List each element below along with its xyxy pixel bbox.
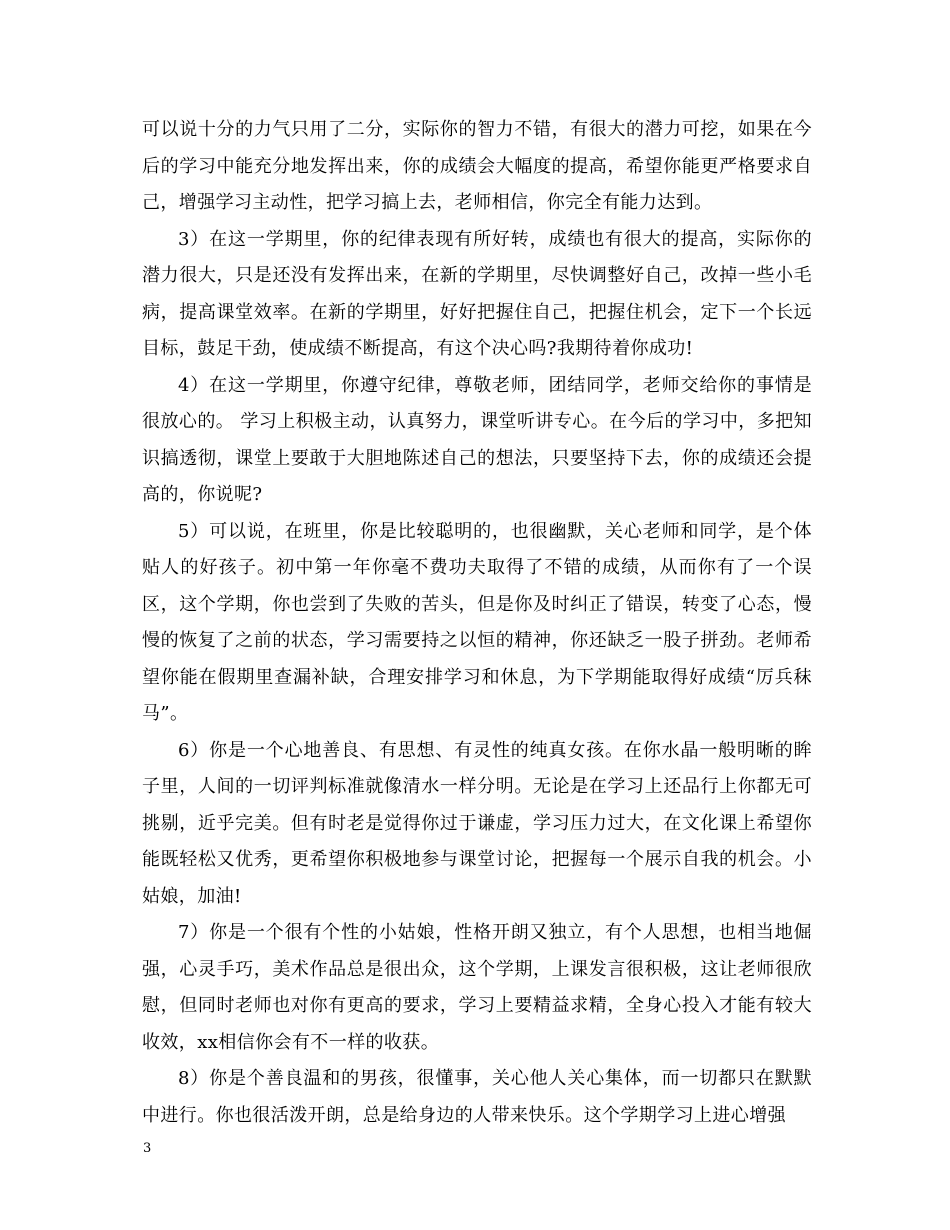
paragraph-8: 8）你是个善良温和的男孩，很懂事，关心他人关心集体，而一切都只在默默中进行。你也很活泼开朗，总是给身边的人带来快乐。这个学期学习上进心增强	[142, 1068, 812, 1126]
paragraph-4: 4）在这一学期里，你遵守纪律，尊敬老师，团结同学，老师交给你的事情是很放心的。 学习上积极主动，认真努力，课堂听讲专心。在今后的学习中，多把知识搞透彻，课堂上要敢于大胆地陈述自己的想法，只要坚持下去，你的成绩还会提高的，你说呢?	[142, 374, 812, 505]
paragraph-7: 7）你是一个很有个性的小姑娘，性格开朗又独立，有个人思想，也相当地倔强，心灵手巧，美术作品总是很出众，这个学期，上课发言很积极，这让老师很欣慰，但同时老师也对你有更高的要求，学习上要精益求精，全身心投入才能有较大收效，xx相信你会有不一样的收获。	[142, 922, 812, 1053]
paragraph-5: 5）可以说，在班里，你是比较聪明的，也很幽默，关心老师和同学，是个体贴人的好孩子。初中第一年你毫不费功夫取得了不错的成绩，从而你有了一个误区，这个学期，你也尝到了失败的苦头，但是你及时纠正了错误，转变了心态，慢慢的恢复了之前的状态，学习需要持之以恒的精神，你还缺乏一股子拼劲。老师希望你能在假期里查漏补缺，合理安排学习和休息，为下学期能取得好成绩“厉兵秣马”。	[142, 520, 812, 724]
page-number: 3	[143, 1141, 152, 1156]
document-body	[142, 112, 812, 1134]
paragraph-6: 6）你是一个心地善良、有思想、有灵性的纯真女孩。在你水晶一般明晰的眸子里，人间的一切评判标准就像清水一样分明。无论是在学习上还品行上你都无可挑剔，近乎完美。但有时老是觉得你过于谦虚，学习压力过大，在文化课上希望你能既轻松又优秀，更希望你积极地参与课堂讨论，把握每一个展示自我的机会。小姑娘，加油!	[142, 739, 812, 907]
paragraph-continued: 可以说十分的力气只用了二分，实际你的智力不错，有很大的潜力可挖，如果在今后的学习中能充分地发挥出来，你的成绩会大幅度的提高，希望你能更严格要求自己，增强学习主动性，把学习搞上去，老师相信，你完全有能力达到。	[142, 119, 812, 213]
paragraph-3: 3）在这一学期里，你的纪律表现有所好转，成绩也有很大的提高，实际你的潜力很大，只是还没有发挥出来，在新的学期里，尽快调整好自己，改掉一些小毛病，提高课堂效率。在新的学期里，好好把握住自己，把握住机会，定下一个长远目标，鼓足干劲，使成绩不断提高，有这个决心吗?我期待着你成功!	[142, 228, 812, 359]
